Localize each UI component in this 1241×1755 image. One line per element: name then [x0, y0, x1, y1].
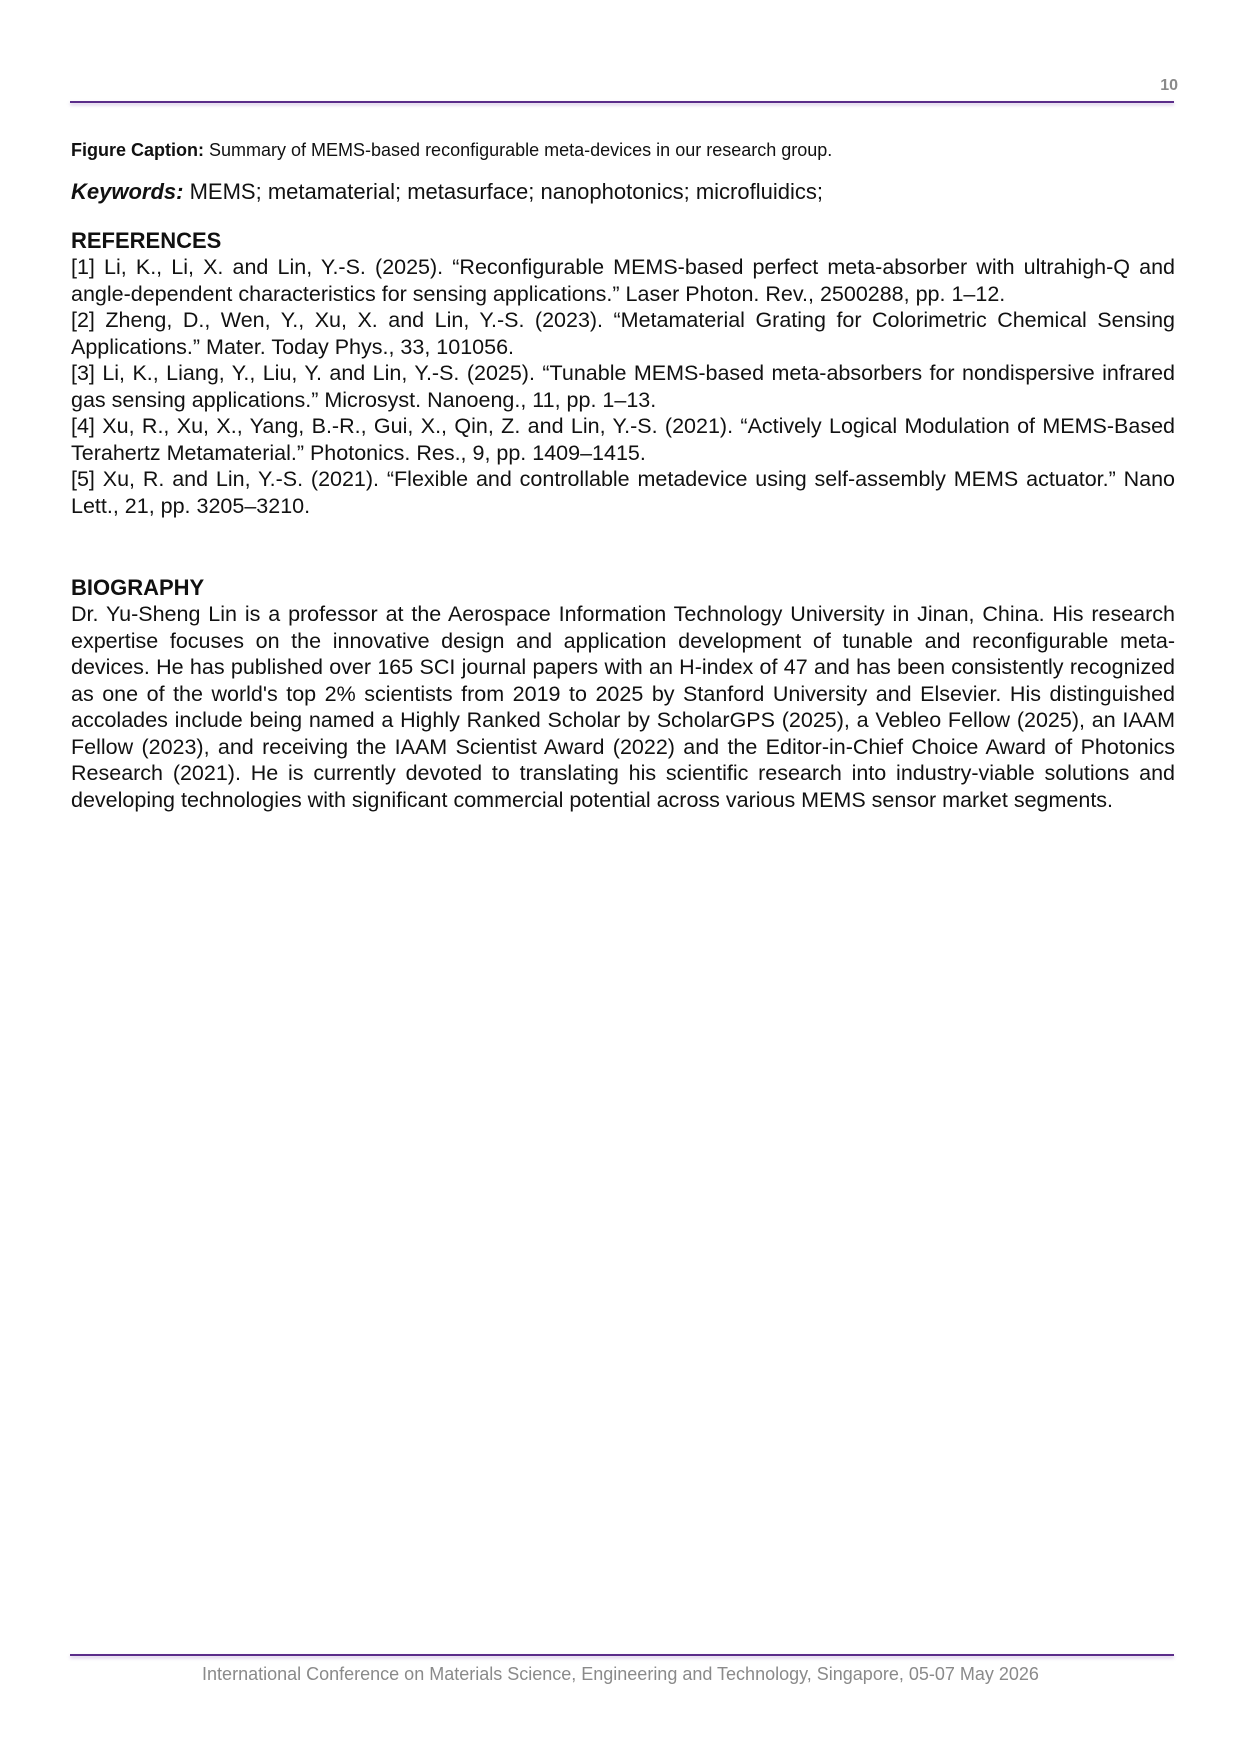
biography-title: BIOGRAPHY [71, 575, 205, 600]
biography-text: Dr. Yu-Sheng Lin is a professor at the Aerospace Information Technology University in Jinan, China. His research expertise focuses on the innovative design and application development of tunable and reconfigurable meta-devices. He has published over 165 SCI journal papers with an H-index of 47 and has been consistently recognized as one of the world's top 2% scientists from 2019 to 2025 by Stanford University and Elsevier. His distinguished accolades include being named a Highly Ranked Scholar by ScholarGPS (2025), a Vebleo Fellow (2025), an IAAM Fellow (2023), and receiving the IAAM Scientist Award (2022) and the Editor-in-Chief Choice Award of Photonics Research (2021). He is currently devoted to translating his scientific research into industry-viable solutions and developing technologies with significant commercial potential across various MEMS sensor market segments. [71, 602, 1175, 812]
references-section [71, 228, 1175, 519]
footer-text: International Conference on Materials Science, Engineering and Technology, Singapore, 05-07 May 2026 [202, 1664, 1039, 1684]
footer-divider [70, 1654, 1174, 1656]
references-title: REFERENCES [71, 228, 222, 253]
keywords-text: MEMS; metamaterial; metasurface; nanophotonics; microfluidics; [183, 179, 823, 204]
header-divider [70, 101, 1174, 103]
keywords-label: Keywords: [71, 179, 184, 204]
reference-item: [1] Li, K., Li, X. and Lin, Y.-S. (2025). “Reconfigurable MEMS-based perfect meta-absorber with ultrahigh-Q and angle-dependent characteristics for sensing applications.” Laser Photon. Rev., 2500288, pp. 1–12. [71, 255, 1175, 306]
biography-section [71, 575, 1175, 813]
keywords [71, 178, 1175, 206]
reference-list [71, 254, 1175, 519]
figure-caption-label: Figure Caption: [71, 140, 204, 160]
figure-caption [71, 138, 1175, 162]
page-content [71, 138, 1175, 813]
reference-item: [4] Xu, R., Xu, X., Yang, B.-R., Gui, X., Qin, Z. and Lin, Y.-S. (2021). “Actively Logical Modulation of MEMS-Based Terahertz Metamaterial.” Photonics. Res., 9, pp. 1409–1415. [71, 414, 1175, 465]
figure-caption-text: Summary of MEMS-based reconfigurable meta-devices in our research group. [204, 140, 833, 160]
reference-item: [2] Zheng, D., Wen, Y., Xu, X. and Lin, Y.-S. (2023). “Metamaterial Grating for Colorimetric Chemical Sensing Applications.” Mater. Today Phys., 33, 101056. [71, 308, 1175, 359]
page-number: 10 [1160, 77, 1178, 94]
reference-item: [3] Li, K., Liang, Y., Liu, Y. and Lin, Y.-S. (2025). “Tunable MEMS-based meta-absorbers for nondispersive infrared gas sensing applications.” Microsyst. Nanoeng., 11, pp. 1–13. [71, 361, 1175, 412]
reference-item: [5] Xu, R. and Lin, Y.-S. (2021). “Flexible and controllable metadevice using self-assembly MEMS actuator.” Nano Lett., 21, pp. 3205–3210. [71, 467, 1175, 518]
